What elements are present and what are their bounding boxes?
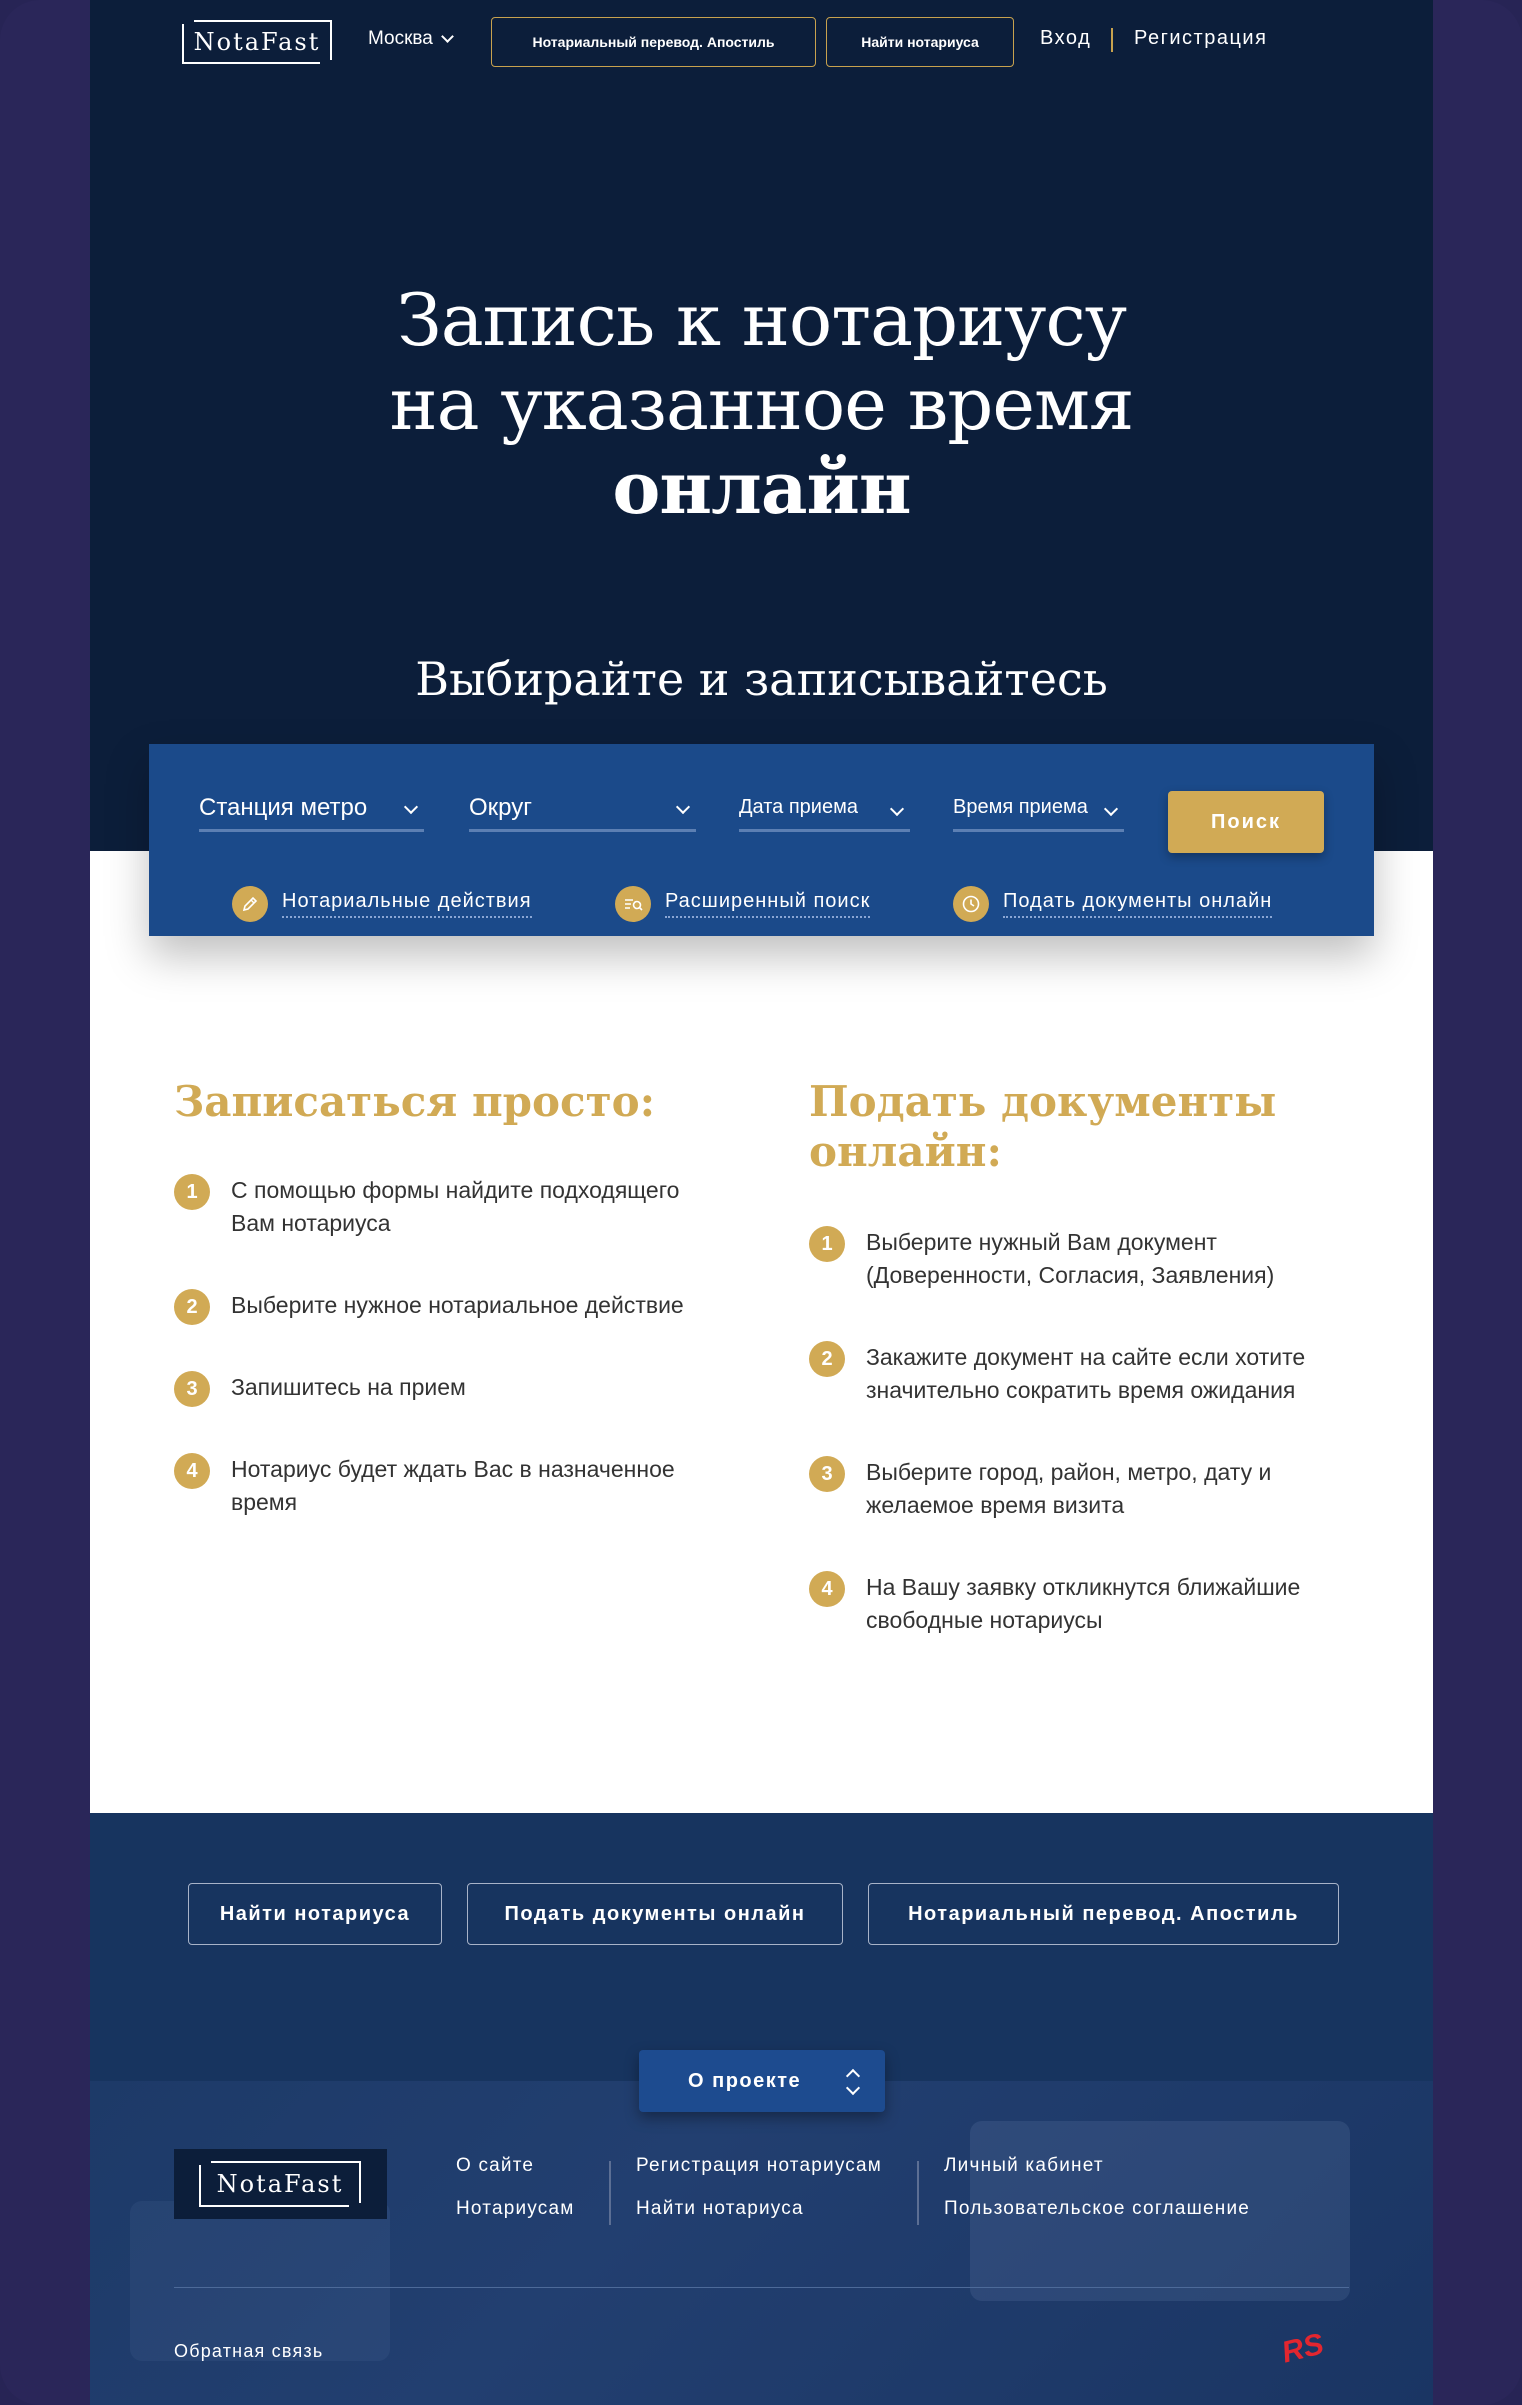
step-number: 2 — [174, 1289, 210, 1325]
submit-docs-online-link[interactable] — [953, 886, 1272, 922]
about-project-label: О проекте — [688, 2069, 802, 2092]
metro-select-label: Станция метро — [199, 794, 368, 821]
step-text: Выберите нужный Вам документ (Доверенности, Согласия, Заявления) — [866, 1229, 1275, 1288]
page — [90, 0, 1433, 2405]
city-selector[interactable] — [368, 28, 452, 50]
decorative-shape — [130, 2201, 390, 2361]
pencil-icon — [232, 886, 268, 922]
auth-divider — [1111, 28, 1113, 52]
find-notary-button[interactable]: Найти нотариуса — [826, 17, 1014, 67]
step-number: 4 — [174, 1453, 210, 1489]
footer-logo-box — [174, 2149, 387, 2219]
step-number: 1 — [809, 1226, 845, 1262]
hero-title — [90, 278, 1433, 530]
chevron-down-icon — [441, 30, 454, 43]
chevron-down-icon — [890, 802, 904, 816]
step-text: С помощью формы найдите подходящего Вам нотариуса — [231, 1177, 680, 1236]
bottom-section — [90, 1813, 1433, 2405]
notarial-actions-label: Нотариальные действия — [282, 890, 532, 918]
notarial-actions-link[interactable] — [232, 886, 532, 922]
footer-link-about-site[interactable]: О сайте — [456, 2155, 535, 2176]
footer-divider — [917, 2161, 919, 2225]
footer-logo[interactable]: NotaFast — [199, 2161, 361, 2207]
step-text: Выберите нужное нотариальное действие — [231, 1292, 684, 1318]
footer-link-notary-registration[interactable]: Регистрация нотариусам — [636, 2155, 883, 2176]
list-item — [174, 1453, 711, 1519]
footer-link-cabinet[interactable]: Личный кабинет — [944, 2155, 1104, 2176]
advanced-search-label: Расширенный поиск — [665, 890, 870, 918]
step-number: 2 — [809, 1341, 845, 1377]
chevron-down-icon — [676, 800, 690, 814]
find-notary-button[interactable]: Найти нотариуса — [188, 1883, 442, 1945]
hero-title-line2: на указанное время — [389, 362, 1134, 446]
chevron-down-icon — [1104, 802, 1118, 816]
list-search-icon — [615, 886, 651, 922]
list-item — [174, 1174, 711, 1240]
advanced-search-link[interactable] — [615, 886, 870, 922]
hero-section — [90, 0, 1433, 851]
step-text: Нотариус будет ждать Вас в назначенное время — [231, 1456, 675, 1515]
search-button[interactable]: Поиск — [1168, 791, 1324, 853]
about-project-toggle[interactable] — [639, 2050, 885, 2112]
online-steps-title: Подать документы онлайн: — [809, 1077, 1277, 1176]
list-item — [174, 1371, 711, 1407]
submit-docs-online-label: Подать документы онлайн — [1003, 890, 1272, 918]
simple-steps-title: Записаться просто: — [174, 1077, 656, 1126]
district-select-label: Округ — [469, 794, 532, 821]
login-link[interactable]: Вход — [1040, 27, 1092, 49]
list-item — [809, 1571, 1346, 1637]
studio-logo[interactable]: RS — [1278, 2327, 1327, 2370]
hero-title-bold: онлайн — [612, 445, 911, 530]
footer-link-find-notary[interactable]: Найти нотариуса — [636, 2198, 804, 2219]
up-down-chevron-icon — [846, 2067, 860, 2097]
step-text: Закажите документ на сайте если хотите значительно сократить время ожидания — [866, 1344, 1306, 1403]
footer-link-agreement[interactable]: Пользовательское соглашение — [944, 2198, 1251, 2219]
metro-select[interactable] — [199, 794, 424, 832]
city-label: Москва — [368, 28, 433, 49]
search-panel — [149, 744, 1374, 936]
clock-icon — [953, 886, 989, 922]
step-text: Выберите город, район, метро, дату и желаемое время визита — [866, 1459, 1272, 1518]
step-number: 4 — [809, 1571, 845, 1607]
date-select[interactable] — [739, 794, 910, 832]
step-number: 3 — [174, 1371, 210, 1407]
list-item — [809, 1341, 1346, 1407]
time-select-label: Время приема — [953, 796, 1088, 818]
step-text: Запишитесь на прием — [231, 1374, 466, 1400]
step-text: На Вашу заявку откликнутся ближайшие свободные нотариусы — [866, 1574, 1301, 1633]
chevron-down-icon — [404, 800, 418, 814]
register-link[interactable]: Регистрация — [1134, 27, 1268, 49]
feedback-link[interactable]: Обратная связь — [174, 2341, 324, 2361]
list-item — [174, 1289, 711, 1325]
step-number: 3 — [809, 1456, 845, 1492]
date-select-label: Дата приема — [739, 796, 858, 818]
submit-docs-online-button[interactable]: Подать документы онлайн — [467, 1883, 843, 1945]
hero-subtitle: Выбирайте и записывайтесь — [415, 652, 1108, 706]
footer-link-notaries[interactable]: Нотариусам — [456, 2198, 575, 2219]
district-select[interactable] — [469, 794, 696, 832]
list-item — [809, 1456, 1346, 1522]
step-number: 1 — [174, 1174, 210, 1210]
footer-divider-line — [174, 2287, 1349, 2288]
translation-apostille-button[interactable]: Нотариальный перевод. Апостиль — [868, 1883, 1339, 1945]
list-item — [809, 1226, 1346, 1292]
hero-title-line1: Запись к нотариусу — [396, 278, 1127, 362]
top-nav — [90, 0, 1433, 84]
time-select[interactable] — [953, 794, 1124, 832]
site-logo[interactable]: NotaFast — [182, 20, 332, 64]
translation-apostille-button[interactable]: Нотариальный перевод. Апостиль — [491, 17, 816, 67]
footer-divider — [609, 2161, 611, 2225]
